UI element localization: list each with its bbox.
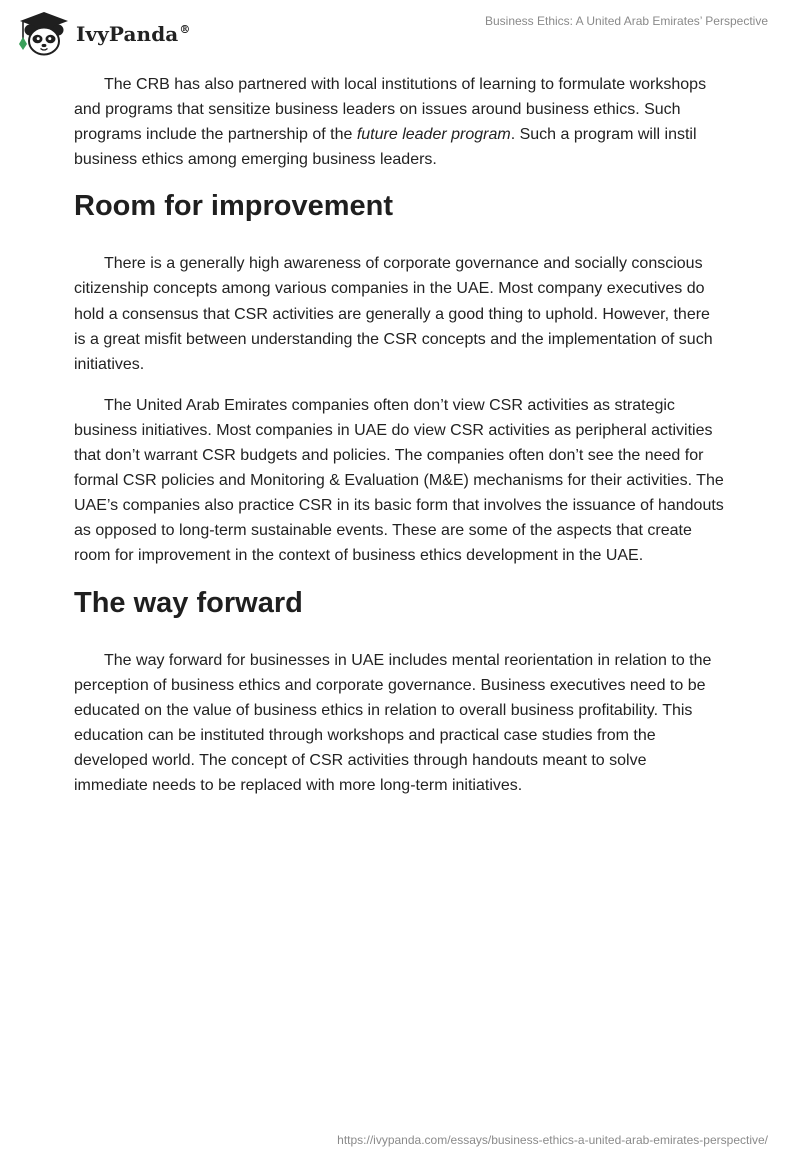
panda-graduate-icon (14, 8, 70, 58)
source-url[interactable]: https://ivypanda.com/essays/business-ethics-a-united-arab-emirates-perspective/ (337, 1133, 768, 1147)
logo-text: IvyPanda® (76, 22, 191, 46)
document-title: Business Ethics: A United Arab Emirates’ Perspective (484, 14, 768, 28)
emphasized-program-name: future leader program (356, 126, 511, 144)
body-paragraph: The United Arab Emirates companies often don’t view CSR activities as strategic business initiatives. Most companies in UAE do view CSR activities as peripheral activities that don’t warrant CSR budgets and policies. The companies often don’t see the need for formal CSR policies and Monitoring & Evaluation (M&E) mechanisms for their activities. The UAE’s companies also practice CSR in its basic form that involves the issuance of handouts as opposed to long-term sustainable events. These are some of the aspects that create room for improvement in the context of business ethics development in the UAE. (74, 396, 724, 565)
essay-body (74, 72, 724, 814)
body-paragraph: There is a generally high awareness of corporate governance and socially conscious citizenship concepts among various companies in the UAE. Most company executives do hold a consensus that CSR activities are generally a good thing to uphold. However, there is a great misfit between understanding the CSR concepts and the implementation of such initiatives. (74, 255, 713, 373)
registered-mark: ® (179, 23, 191, 36)
intro-paragraph: The CRB has also partnered with local institutions of learning to formulate workshops and programs that sensitize business leaders on issues around business ethics. Such programs include the partnership of the future leader program. Such a program will instil business ethics among emerging business leaders. (74, 76, 707, 169)
page-header (0, 0, 800, 64)
body-paragraph: The way forward for businesses in UAE includes mental reorientation in relation to the perception of business ethics and corporate governance. Business executives need to be educated on the value of business ethics in relation to overall business profitability. This education can be instituted through workshops and practical case studies from the developed world. The concept of CSR activities through handouts meant to solve immediate needs to be replaced with more long-term initiatives. (74, 651, 712, 794)
ivypanda-logo[interactable] (14, 8, 190, 58)
section-heading-the-way-forward: The way forward (74, 586, 303, 619)
section-heading-room-for-improvement: Room for improvement (74, 190, 394, 223)
